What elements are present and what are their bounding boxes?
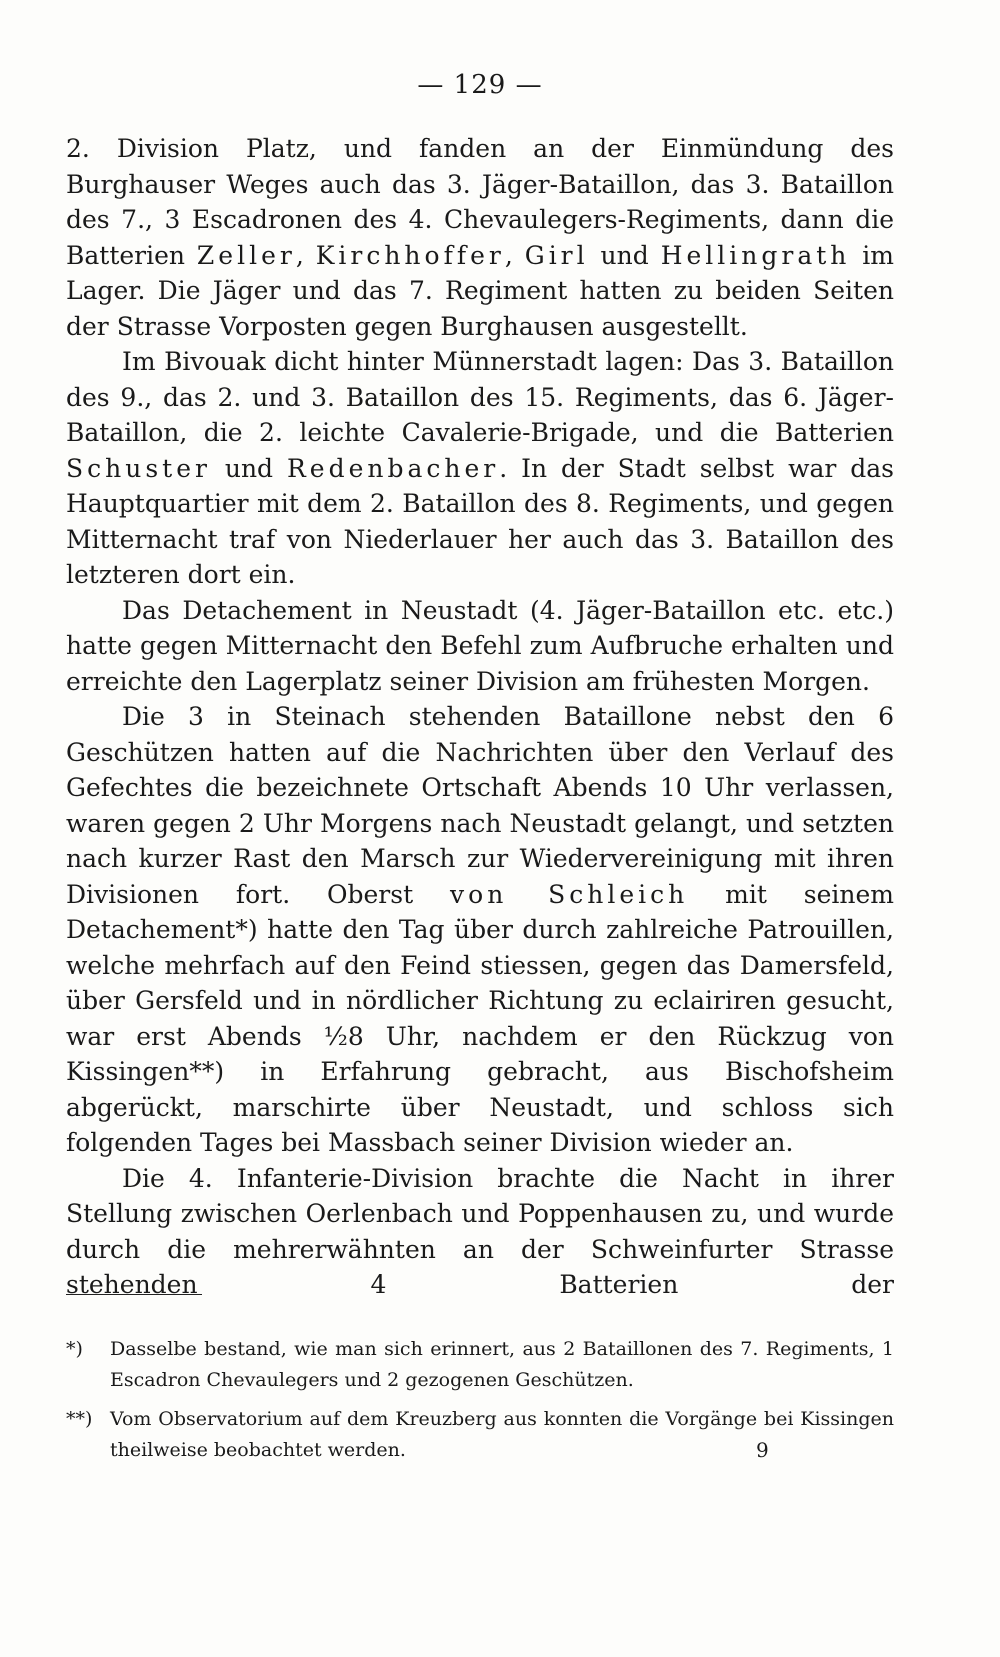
- paragraph-3: [66, 593, 894, 700]
- footnote-mark: **): [66, 1408, 93, 1430]
- spaced-name: Hellingrath: [660, 240, 851, 270]
- footnote-divider: [66, 1294, 202, 1295]
- spaced-name: Redenbacher: [286, 453, 500, 483]
- text-run: und: [210, 453, 287, 483]
- paragraph-2: [66, 344, 894, 593]
- text-run: Im Bivouak dicht hinter Münnerstadt lagen: Das 3. Bataillon des 9., das 2. und 3. Bataillon des 15. Regiments, das 6. Jäger-Bataillon, die 2. leichte Cavalerie-Brigade, und die Batterien: [66, 347, 894, 447]
- text-run: mit seinem Detachement*) hatte den Tag über durch zahlreiche Patrouillen, welche mehrfach auf den Feind stiessen, gegen das Damersfeld, über Gersfeld und in nördlicher Richtung zu eclairiren gesucht, war erst Abends ½8 Uhr, nachdem er den Rückzug von Kissingen**) in Erfahrung gebracht, aus Bischofsheim abgerückt, marschirte über Neustadt, und schloss sich folgenden Tages bei Massbach seiner Division wieder an.: [66, 879, 894, 1157]
- text-run: Die 3 in Steinach stehenden Bataillone nebst den 6 Geschützen hatten auf die Nachrichten über den Verlauf des Gefechtes die bezeichnete Ortschaft Abends 10 Uhr verlassen, waren gegen 2 Uhr Morgens nach Neustadt gelangt, und setzten nach kurzer Rast den Marsch zur Wiedervereinigung mit ihren Divisionen fort. Oberst: [66, 702, 894, 909]
- page-number-header: — 129 —: [417, 70, 543, 100]
- text-run: ,: [295, 240, 316, 270]
- spaced-name: von Schleich: [450, 879, 689, 909]
- footnote-text: Dasselbe bestand, wie man sich erinnert, aus 2 Bataillonen des 7. Regiments, 1 Escadron Chevaulegers und 2 gezogenen Geschützen.: [110, 1338, 894, 1391]
- main-text: [66, 131, 894, 1303]
- spaced-name: Zeller: [196, 240, 296, 270]
- footnote-1: [66, 1334, 894, 1396]
- spaced-name: Girl: [524, 240, 589, 270]
- paragraph-4: [66, 699, 894, 1161]
- footnote-text: Vom Observatorium auf dem Kreuzberg aus konnten die Vorgänge bei Kissingen theilweise beobachtet werden.: [110, 1408, 894, 1461]
- text-run: Das Detachement in Neustadt (4. Jäger-Bataillon etc. etc.) hatte gegen Mitternacht den Befehl zum Aufbruche erhalten und erreichte den Lagerplatz seiner Division am frühesten Morgen.: [66, 595, 894, 696]
- text-run: 2. Division Platz, und fanden an der Einmündung des Burghauser Weges auch das 3. Jäger-Bataillon, das 3. Bataillon des 7., 3 Escadronen des 4. Chevaulegers-Regiments, dann die Batterien: [66, 134, 894, 270]
- paragraph-1: [66, 131, 894, 344]
- signature-mark: 9: [756, 1438, 769, 1462]
- footnote-mark: *): [66, 1338, 83, 1360]
- text-run: im Lager. Die Jäger und das 7. Regiment hatten zu beiden Seiten der Strasse Vorposten gegen Burghausen ausgestellt.: [66, 240, 895, 341]
- text-run: und: [588, 240, 661, 270]
- spaced-name: Schuster: [66, 453, 211, 483]
- spaced-name: Kirchhoffer: [315, 240, 505, 270]
- paragraph-5: [66, 1161, 894, 1303]
- text-run: . In der Stadt selbst war das Hauptquartier mit dem 2. Bataillon des 8. Regiments, und gegen Mitternacht traf von Niederlauer her auch das 3. Bataillon des letzteren dort ein.: [66, 453, 894, 589]
- footnotes: [66, 1334, 894, 1474]
- text-run: Die 4. Infanterie-Division brachte die Nacht in ihrer Stellung zwischen Oerlenbach und Poppenhausen zu, und wurde durch die mehrerwähnten an der Schweinfurter Strasse stehenden 4 Batterien der: [66, 1163, 894, 1299]
- footnote-2: [66, 1404, 894, 1466]
- text-run: ,: [504, 240, 525, 270]
